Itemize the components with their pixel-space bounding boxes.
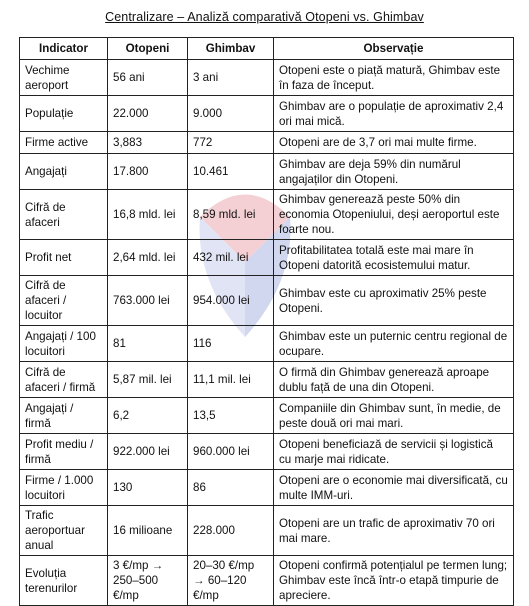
cell-indicator: Angajați / firmă <box>20 398 108 434</box>
cell-otopeni: 2,64 mld. lei <box>108 240 188 276</box>
cell-indicator: Cifră de afaceri <box>20 190 108 240</box>
cell-observatie: Ghimbav este un puternic centru regional de ocupare. <box>274 326 514 362</box>
table-row <box>20 154 514 190</box>
cell-otopeni: 3,883 <box>108 132 188 154</box>
cell-observatie: Ghimbav generează peste 50% din economia Otopeniului, deși aeroportul este foarte nou. <box>274 190 514 240</box>
header-observatie: Observație <box>274 38 514 60</box>
table-row <box>20 132 514 154</box>
cell-indicator: Vechime aeroport <box>20 60 108 96</box>
cell-observatie: Ghimbav este cu aproximativ 25% peste Otopeni. <box>274 276 514 326</box>
cell-ghimbav: 13,5 <box>188 398 274 434</box>
cell-indicator: Evoluția terenurilor <box>20 556 108 606</box>
table-row <box>20 470 514 506</box>
cell-otopeni: 56 ani <box>108 60 188 96</box>
cell-observatie: Otopeni are de 3,7 ori mai multe firme. <box>274 132 514 154</box>
cell-indicator: Profit net <box>20 240 108 276</box>
header-ghimbav: Ghimbav <box>188 38 274 60</box>
table-row <box>20 362 514 398</box>
table-row <box>20 96 514 132</box>
table-header-row <box>20 38 514 60</box>
cell-otopeni: 17.800 <box>108 154 188 190</box>
table-row <box>20 240 514 276</box>
cell-otopeni: 16 milioane <box>108 506 188 556</box>
table-row <box>20 398 514 434</box>
comparison-table <box>19 37 514 606</box>
cell-observatie: Ghimbav are o populație de aproximativ 2,4 ori mai mică. <box>274 96 514 132</box>
cell-indicator: Profit mediu / firmă <box>20 434 108 470</box>
cell-observatie: O firmă din Ghimbav generează aproape dublu față de una din Otopeni. <box>274 362 514 398</box>
cell-observatie: Otopeni are un trafic de aproximativ 70 ori mai mare. <box>274 506 514 556</box>
cell-observatie: Otopeni are o economie mai diversificată, cu multe IMM-uri. <box>274 470 514 506</box>
cell-otopeni: 763.000 lei <box>108 276 188 326</box>
table-row <box>20 190 514 240</box>
cell-indicator: Populație <box>20 96 108 132</box>
cell-ghimbav: 954.000 lei <box>188 276 274 326</box>
page-title: Centralizare – Analiză comparativă Otopeni vs. Ghimbav <box>105 10 424 24</box>
cell-ghimbav: 228.000 <box>188 506 274 556</box>
cell-ghimbav: 116 <box>188 326 274 362</box>
table-row <box>20 60 514 96</box>
cell-indicator: Trafic aeroportuar anual <box>20 506 108 556</box>
cell-otopeni: 6,2 <box>108 398 188 434</box>
cell-ghimbav: 10.461 <box>188 154 274 190</box>
cell-otopeni: 81 <box>108 326 188 362</box>
cell-otopeni: 5,87 mil. lei <box>108 362 188 398</box>
cell-observatie: Otopeni confirmă potențialul pe termen lung; Ghimbav este încă într-o etapă timpurie de apreciere. <box>274 556 514 606</box>
table-row <box>20 506 514 556</box>
cell-indicator: Firme / 1.000 locuitori <box>20 470 108 506</box>
cell-indicator: Angajați <box>20 154 108 190</box>
cell-indicator: Firme active <box>20 132 108 154</box>
header-otopeni: Otopeni <box>108 38 188 60</box>
table-row <box>20 556 514 606</box>
cell-ghimbav: 772 <box>188 132 274 154</box>
cell-indicator: Angajați / 100 locuitori <box>20 326 108 362</box>
cell-observatie: Profitabilitatea totală este mai mare în Otopeni datorită ecosistemului matur. <box>274 240 514 276</box>
cell-otopeni: 130 <box>108 470 188 506</box>
cell-ghimbav: 3 ani <box>188 60 274 96</box>
header-indicator: Indicator <box>20 38 108 60</box>
cell-observatie: Ghimbav are deja 59% din numărul angajaților din Otopeni. <box>274 154 514 190</box>
cell-indicator: Cifră de afaceri / locuitor <box>20 276 108 326</box>
cell-otopeni: 16,8 mld. lei <box>108 190 188 240</box>
cell-observatie: Companiile din Ghimbav sunt, în medie, de peste două ori mai mari. <box>274 398 514 434</box>
table-row <box>20 276 514 326</box>
cell-ghimbav: 20–30 €/mp → 60–120 €/mp <box>188 556 274 606</box>
cell-otopeni: 22.000 <box>108 96 188 132</box>
cell-ghimbav: 432 mil. lei <box>188 240 274 276</box>
cell-ghimbav: 8,59 mld. lei <box>188 190 274 240</box>
cell-ghimbav: 11,1 mil. lei <box>188 362 274 398</box>
cell-otopeni: 3 €/mp → 250–500 €/mp <box>108 556 188 606</box>
table-row <box>20 326 514 362</box>
cell-ghimbav: 9.000 <box>188 96 274 132</box>
cell-observatie: Otopeni beneficiază de servicii și logistică cu marje mai ridicate. <box>274 434 514 470</box>
cell-indicator: Cifră de afaceri / firmă <box>20 362 108 398</box>
cell-observatie: Otopeni este o piață matură, Ghimbav este în faza de început. <box>274 60 514 96</box>
table-row <box>20 434 514 470</box>
cell-ghimbav: 960.000 lei <box>188 434 274 470</box>
cell-ghimbav: 86 <box>188 470 274 506</box>
cell-otopeni: 922.000 lei <box>108 434 188 470</box>
